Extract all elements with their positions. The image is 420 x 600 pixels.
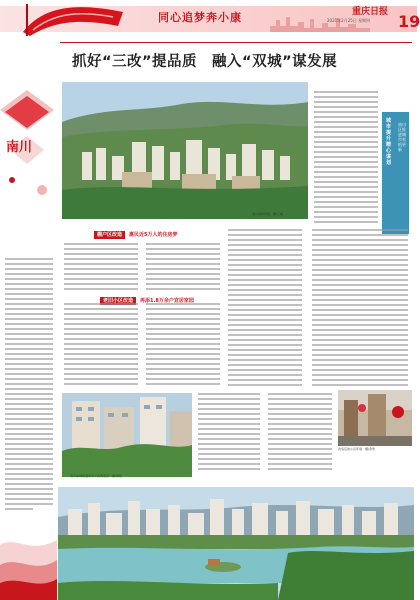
header-rule	[60, 42, 412, 43]
side-photo-caption: 改造后的小区环境 摄/余雪	[338, 447, 376, 451]
lakeside-city-photo	[58, 487, 414, 600]
banner-subtitle: 南川区推进城市有机更新	[398, 122, 406, 152]
courtyard-photo	[338, 390, 412, 446]
header-slogan: 同心追梦奔小康	[158, 11, 242, 24]
mid-photo-caption: 南川东城街道老旧小区改造后 摄/曾琼	[70, 474, 123, 478]
banner-title: 城市提升精心谋划	[386, 118, 392, 166]
district-label: 南川	[5, 140, 32, 155]
renovated-compound-photo	[62, 393, 192, 477]
issue-date: 2021年2月25日 星期四	[327, 18, 371, 23]
top-photo-caption: 南川城市风貌 摄/王峰	[252, 212, 284, 216]
page-number: 19	[398, 12, 420, 31]
red-flag-graphic	[18, 2, 128, 36]
body-text-upper	[62, 226, 412, 392]
article-headline: 抓好“三改”提品质 融入“双城”谋发展	[72, 54, 338, 70]
section-tag: 棚户区改造	[94, 231, 125, 239]
page-header	[0, 0, 420, 40]
section-title: 再添1.8万余户宜居家园	[140, 298, 194, 304]
body-text-right	[312, 88, 380, 228]
city-panorama-photo	[62, 82, 308, 219]
left-column-text	[3, 255, 55, 533]
newspaper-masthead: 重庆日报	[352, 7, 389, 17]
wave-deco-graphic	[0, 515, 57, 600]
section-title: 惠民近5万人的住房梦	[129, 232, 178, 238]
section-tag: 老旧小区改造	[100, 297, 136, 305]
body-text-middle	[196, 390, 334, 486]
